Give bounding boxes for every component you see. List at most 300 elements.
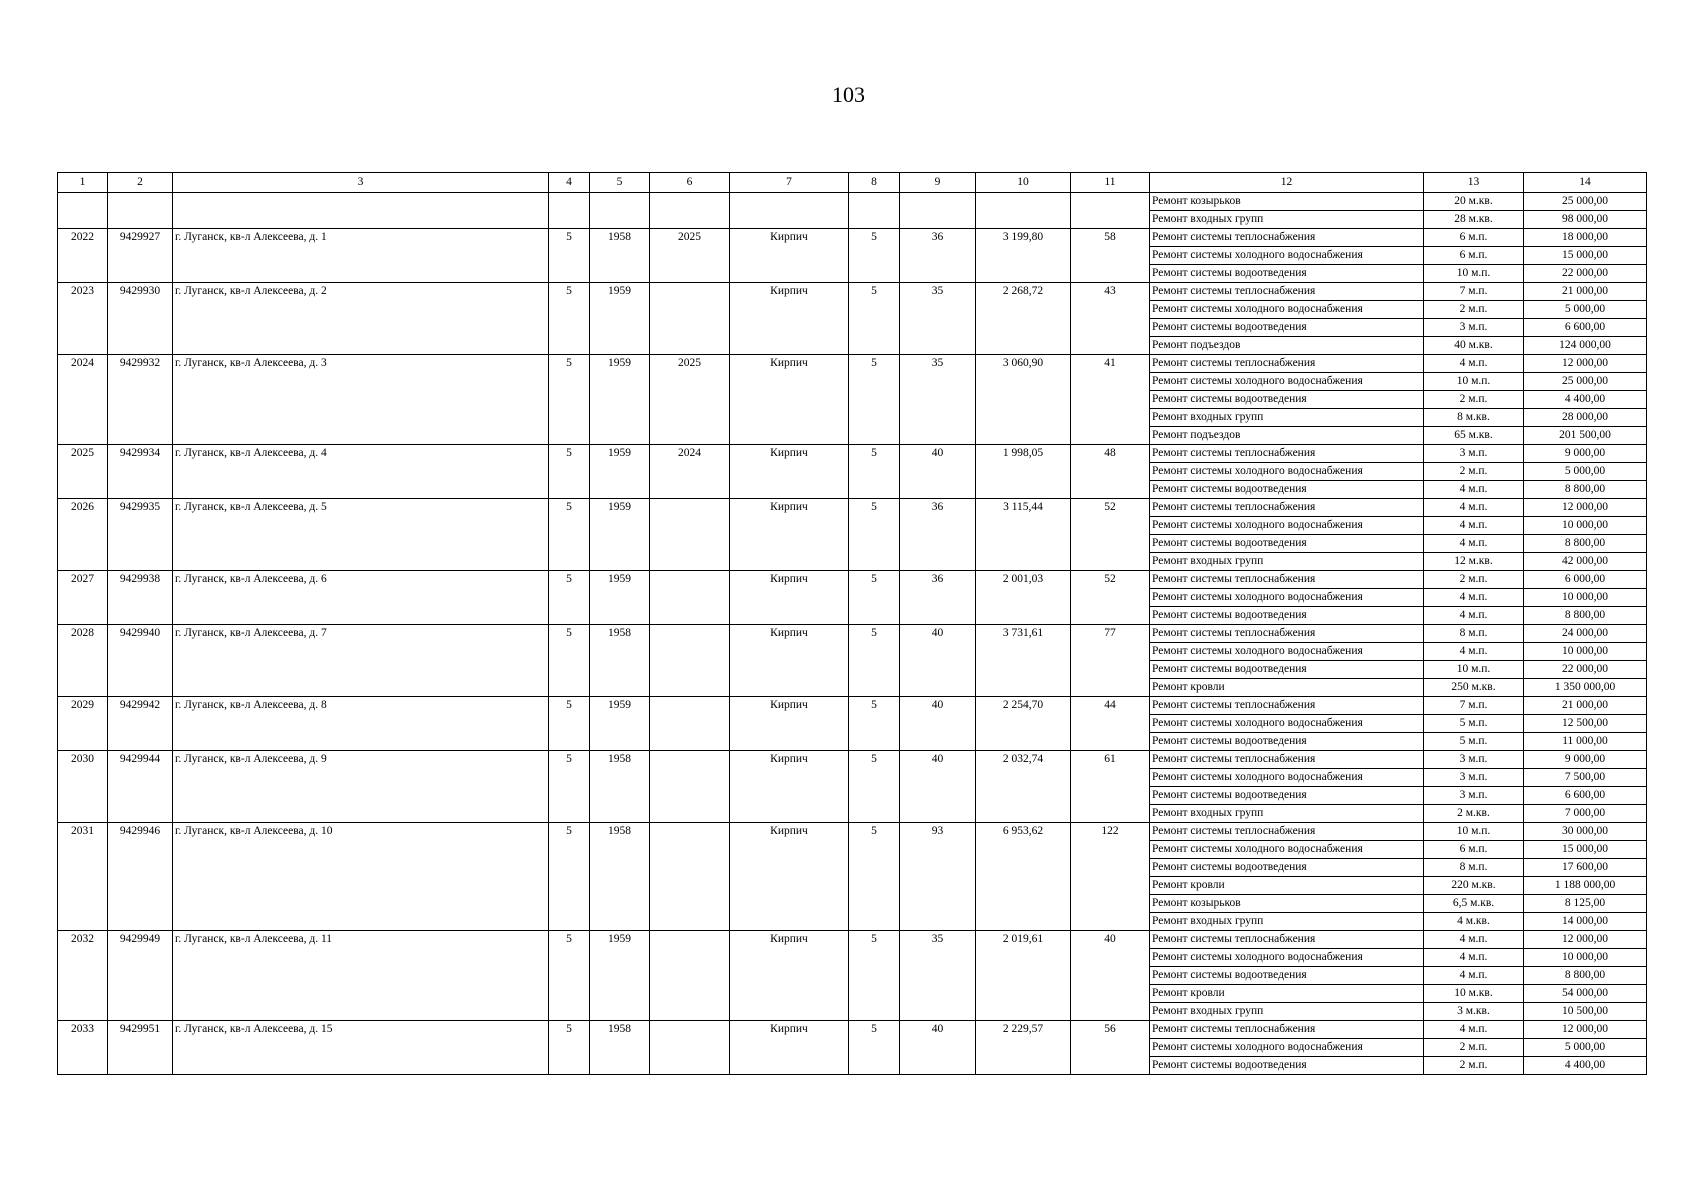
table-row <box>58 1021 1647 1039</box>
work-volume-cell: 4 м.п. <box>1424 481 1524 499</box>
column-11-cell: 122 <box>1071 823 1150 931</box>
column-6-cell <box>650 931 730 1021</box>
column-9-cell: 40 <box>900 445 976 499</box>
column-header-2: 2 <box>108 173 173 193</box>
work-volume-cell: 4 м.п. <box>1424 499 1524 517</box>
work-cost-cell: 9 000,00 <box>1524 445 1647 463</box>
address-cell: г. Луганск, кв-л Алексеева, д. 8 <box>173 697 549 751</box>
year-built-cell: 1958 <box>590 625 650 697</box>
work-volume-cell: 3 м.п. <box>1424 751 1524 769</box>
work-cost-cell: 8 800,00 <box>1524 481 1647 499</box>
work-cost-cell: 30 000,00 <box>1524 823 1647 841</box>
address-cell: г. Луганск, кв-л Алексеева, д. 10 <box>173 823 549 931</box>
floors-cell: 5 <box>849 499 900 571</box>
work-cost-cell: 42 000,00 <box>1524 553 1647 571</box>
building-code-cell: 9429951 <box>108 1021 173 1075</box>
year-built-cell: 1959 <box>590 697 650 751</box>
column-4-cell: 5 <box>549 283 590 355</box>
table-row <box>58 355 1647 373</box>
work-volume-cell: 40 м.кв. <box>1424 337 1524 355</box>
floors-cell: 5 <box>849 1021 900 1075</box>
work-type-cell: Ремонт системы холодного водоснабжения <box>1150 463 1424 481</box>
work-volume-cell: 2 м.п. <box>1424 571 1524 589</box>
wall-material-cell: Кирпич <box>730 283 849 355</box>
floors-cell: 5 <box>849 697 900 751</box>
area-cell: 2 254,70 <box>976 697 1071 751</box>
address-cell: г. Луганск, кв-л Алексеева, д. 7 <box>173 625 549 697</box>
work-cost-cell: 22 000,00 <box>1524 265 1647 283</box>
column-header-1: 1 <box>58 173 108 193</box>
table-row <box>58 625 1647 643</box>
column-header-9: 9 <box>900 173 976 193</box>
work-type-cell: Ремонт системы холодного водоснабжения <box>1150 949 1424 967</box>
work-volume-cell: 10 м.кв. <box>1424 985 1524 1003</box>
column-9-cell: 40 <box>900 751 976 823</box>
work-type-cell: Ремонт входных групп <box>1150 553 1424 571</box>
work-volume-cell: 7 м.п. <box>1424 283 1524 301</box>
work-type-cell: Ремонт системы холодного водоснабжения <box>1150 715 1424 733</box>
wall-material-cell: Кирпич <box>730 931 849 1021</box>
wall-material-cell: Кирпич <box>730 1021 849 1075</box>
column-6-cell <box>650 625 730 697</box>
work-type-cell: Ремонт системы водоотведения <box>1150 787 1424 805</box>
year-built-cell: 1959 <box>590 931 650 1021</box>
row-number-cell: 2032 <box>58 931 108 1021</box>
work-type-cell: Ремонт системы холодного водоснабжения <box>1150 841 1424 859</box>
empty-cell <box>650 193 730 229</box>
empty-cell <box>900 193 976 229</box>
column-11-cell: 44 <box>1071 697 1150 751</box>
work-cost-cell: 21 000,00 <box>1524 697 1647 715</box>
work-type-cell: Ремонт кровли <box>1150 679 1424 697</box>
table-row <box>58 571 1647 589</box>
building-code-cell: 9429934 <box>108 445 173 499</box>
work-type-cell: Ремонт системы холодного водоснабжения <box>1150 373 1424 391</box>
column-header-6: 6 <box>650 173 730 193</box>
work-type-cell: Ремонт входных групп <box>1150 211 1424 229</box>
table-body <box>58 193 1647 1075</box>
column-header-14: 14 <box>1524 173 1647 193</box>
work-cost-cell: 14 000,00 <box>1524 913 1647 931</box>
empty-cell <box>58 193 108 229</box>
work-cost-cell: 25 000,00 <box>1524 193 1647 211</box>
column-11-cell: 52 <box>1071 499 1150 571</box>
year-built-cell: 1959 <box>590 499 650 571</box>
floors-cell: 5 <box>849 283 900 355</box>
column-9-cell: 35 <box>900 283 976 355</box>
year-built-cell: 1959 <box>590 445 650 499</box>
column-4-cell: 5 <box>549 625 590 697</box>
table-row <box>58 229 1647 247</box>
address-cell: г. Луганск, кв-л Алексеева, д. 15 <box>173 1021 549 1075</box>
work-cost-cell: 6 600,00 <box>1524 787 1647 805</box>
work-type-cell: Ремонт входных групп <box>1150 1003 1424 1021</box>
work-type-cell: Ремонт козырьков <box>1150 895 1424 913</box>
column-6-cell <box>650 823 730 931</box>
work-type-cell: Ремонт подъездов <box>1150 337 1424 355</box>
row-number-cell: 2031 <box>58 823 108 931</box>
column-number-header-row <box>58 173 1647 193</box>
column-9-cell: 36 <box>900 499 976 571</box>
work-cost-cell: 10 000,00 <box>1524 949 1647 967</box>
work-cost-cell: 12 000,00 <box>1524 1021 1647 1039</box>
column-11-cell: 61 <box>1071 751 1150 823</box>
work-volume-cell: 4 м.п. <box>1424 355 1524 373</box>
column-6-cell <box>650 697 730 751</box>
column-11-cell: 56 <box>1071 1021 1150 1075</box>
column-9-cell: 93 <box>900 823 976 931</box>
address-cell: г. Луганск, кв-л Алексеева, д. 5 <box>173 499 549 571</box>
work-type-cell: Ремонт системы водоотведения <box>1150 967 1424 985</box>
address-cell: г. Луганск, кв-л Алексеева, д. 2 <box>173 283 549 355</box>
column-4-cell: 5 <box>549 499 590 571</box>
column-4-cell: 5 <box>549 823 590 931</box>
work-cost-cell: 15 000,00 <box>1524 247 1647 265</box>
row-number-cell: 2023 <box>58 283 108 355</box>
work-type-cell: Ремонт козырьков <box>1150 193 1424 211</box>
housing-repair-table <box>57 172 1647 1075</box>
building-code-cell: 9429938 <box>108 571 173 625</box>
work-volume-cell: 10 м.п. <box>1424 661 1524 679</box>
building-code-cell: 9429930 <box>108 283 173 355</box>
work-type-cell: Ремонт системы холодного водоснабжения <box>1150 589 1424 607</box>
row-number-cell: 2025 <box>58 445 108 499</box>
work-volume-cell: 5 м.п. <box>1424 715 1524 733</box>
address-cell: г. Луганск, кв-л Алексеева, д. 1 <box>173 229 549 283</box>
work-type-cell: Ремонт системы теплоснабжения <box>1150 1021 1424 1039</box>
building-code-cell: 9429949 <box>108 931 173 1021</box>
work-cost-cell: 8 125,00 <box>1524 895 1647 913</box>
work-type-cell: Ремонт системы холодного водоснабжения <box>1150 769 1424 787</box>
continuation-row <box>58 193 1647 211</box>
work-volume-cell: 4 м.п. <box>1424 949 1524 967</box>
work-volume-cell: 2 м.кв. <box>1424 805 1524 823</box>
work-cost-cell: 10 000,00 <box>1524 643 1647 661</box>
wall-material-cell: Кирпич <box>730 697 849 751</box>
work-type-cell: Ремонт системы водоотведения <box>1150 859 1424 877</box>
work-cost-cell: 28 000,00 <box>1524 409 1647 427</box>
work-volume-cell: 6,5 м.кв. <box>1424 895 1524 913</box>
table-row <box>58 445 1647 463</box>
work-volume-cell: 8 м.п. <box>1424 625 1524 643</box>
work-volume-cell: 4 м.п. <box>1424 643 1524 661</box>
table-row <box>58 283 1647 301</box>
work-volume-cell: 12 м.кв. <box>1424 553 1524 571</box>
work-cost-cell: 201 500,00 <box>1524 427 1647 445</box>
column-11-cell: 48 <box>1071 445 1150 499</box>
row-number-cell: 2028 <box>58 625 108 697</box>
work-type-cell: Ремонт системы водоотведения <box>1150 481 1424 499</box>
area-cell: 1 998,05 <box>976 445 1071 499</box>
wall-material-cell: Кирпич <box>730 625 849 697</box>
area-cell: 3 060,90 <box>976 355 1071 445</box>
work-cost-cell: 10 000,00 <box>1524 517 1647 535</box>
column-11-cell: 41 <box>1071 355 1150 445</box>
work-cost-cell: 4 400,00 <box>1524 391 1647 409</box>
column-6-cell <box>650 1021 730 1075</box>
floors-cell: 5 <box>849 625 900 697</box>
area-cell: 2 001,03 <box>976 571 1071 625</box>
work-volume-cell: 4 м.п. <box>1424 517 1524 535</box>
column-header-11: 11 <box>1071 173 1150 193</box>
work-volume-cell: 10 м.п. <box>1424 823 1524 841</box>
work-cost-cell: 12 000,00 <box>1524 355 1647 373</box>
address-cell: г. Луганск, кв-л Алексеева, д. 6 <box>173 571 549 625</box>
column-4-cell: 5 <box>549 571 590 625</box>
work-volume-cell: 4 м.п. <box>1424 931 1524 949</box>
work-volume-cell: 8 м.кв. <box>1424 409 1524 427</box>
work-cost-cell: 8 800,00 <box>1524 535 1647 553</box>
work-type-cell: Ремонт входных групп <box>1150 913 1424 931</box>
building-code-cell: 9429946 <box>108 823 173 931</box>
work-volume-cell: 8 м.п. <box>1424 859 1524 877</box>
work-volume-cell: 28 м.кв. <box>1424 211 1524 229</box>
work-cost-cell: 6 600,00 <box>1524 319 1647 337</box>
work-cost-cell: 1 350 000,00 <box>1524 679 1647 697</box>
year-built-cell: 1959 <box>590 283 650 355</box>
table-row <box>58 499 1647 517</box>
work-type-cell: Ремонт системы теплоснабжения <box>1150 229 1424 247</box>
work-type-cell: Ремонт системы водоотведения <box>1150 391 1424 409</box>
year-built-cell: 1958 <box>590 823 650 931</box>
year-built-cell: 1958 <box>590 1021 650 1075</box>
empty-cell <box>849 193 900 229</box>
floors-cell: 5 <box>849 445 900 499</box>
work-volume-cell: 65 м.кв. <box>1424 427 1524 445</box>
work-volume-cell: 4 м.п. <box>1424 967 1524 985</box>
work-type-cell: Ремонт входных групп <box>1150 805 1424 823</box>
work-volume-cell: 6 м.п. <box>1424 247 1524 265</box>
empty-cell <box>730 193 849 229</box>
year-built-cell: 1958 <box>590 751 650 823</box>
row-number-cell: 2033 <box>58 1021 108 1075</box>
empty-cell <box>549 193 590 229</box>
work-cost-cell: 15 000,00 <box>1524 841 1647 859</box>
work-cost-cell: 54 000,00 <box>1524 985 1647 1003</box>
work-type-cell: Ремонт системы водоотведения <box>1150 607 1424 625</box>
wall-material-cell: Кирпич <box>730 571 849 625</box>
column-9-cell: 40 <box>900 625 976 697</box>
address-cell: г. Луганск, кв-л Алексеева, д. 3 <box>173 355 549 445</box>
column-4-cell: 5 <box>549 229 590 283</box>
column-6-cell <box>650 751 730 823</box>
empty-cell <box>976 193 1071 229</box>
building-code-cell: 9429935 <box>108 499 173 571</box>
year-built-cell: 1959 <box>590 355 650 445</box>
work-cost-cell: 6 000,00 <box>1524 571 1647 589</box>
work-type-cell: Ремонт системы водоотведения <box>1150 535 1424 553</box>
column-6-cell: 2024 <box>650 445 730 499</box>
floors-cell: 5 <box>849 751 900 823</box>
year-built-cell: 1959 <box>590 571 650 625</box>
work-volume-cell: 10 м.п. <box>1424 373 1524 391</box>
area-cell: 3 115,44 <box>976 499 1071 571</box>
work-volume-cell: 2 м.п. <box>1424 1039 1524 1057</box>
column-header-8: 8 <box>849 173 900 193</box>
column-11-cell: 77 <box>1071 625 1150 697</box>
address-cell: г. Луганск, кв-л Алексеева, д. 9 <box>173 751 549 823</box>
area-cell: 2 019,61 <box>976 931 1071 1021</box>
work-type-cell: Ремонт системы теплоснабжения <box>1150 283 1424 301</box>
column-header-4: 4 <box>549 173 590 193</box>
table-row <box>58 751 1647 769</box>
work-volume-cell: 3 м.п. <box>1424 769 1524 787</box>
area-cell: 2 229,57 <box>976 1021 1071 1075</box>
building-code-cell: 9429927 <box>108 229 173 283</box>
floors-cell: 5 <box>849 931 900 1021</box>
column-9-cell: 36 <box>900 571 976 625</box>
area-cell: 3 199,80 <box>976 229 1071 283</box>
work-type-cell: Ремонт системы теплоснабжения <box>1150 751 1424 769</box>
column-4-cell: 5 <box>549 1021 590 1075</box>
wall-material-cell: Кирпич <box>730 823 849 931</box>
row-number-cell: 2026 <box>58 499 108 571</box>
work-cost-cell: 10 500,00 <box>1524 1003 1647 1021</box>
building-code-cell: 9429932 <box>108 355 173 445</box>
work-volume-cell: 4 м.п. <box>1424 1021 1524 1039</box>
work-cost-cell: 8 800,00 <box>1524 967 1647 985</box>
work-type-cell: Ремонт системы теплоснабжения <box>1150 499 1424 517</box>
work-type-cell: Ремонт кровли <box>1150 985 1424 1003</box>
work-cost-cell: 12 000,00 <box>1524 931 1647 949</box>
work-cost-cell: 18 000,00 <box>1524 229 1647 247</box>
work-type-cell: Ремонт системы холодного водоснабжения <box>1150 517 1424 535</box>
work-volume-cell: 3 м.кв. <box>1424 1003 1524 1021</box>
wall-material-cell: Кирпич <box>730 355 849 445</box>
floors-cell: 5 <box>849 823 900 931</box>
work-cost-cell: 4 400,00 <box>1524 1057 1647 1075</box>
column-11-cell: 43 <box>1071 283 1150 355</box>
wall-material-cell: Кирпич <box>730 445 849 499</box>
work-type-cell: Ремонт системы холодного водоснабжения <box>1150 643 1424 661</box>
work-type-cell: Ремонт системы теплоснабжения <box>1150 445 1424 463</box>
work-cost-cell: 12 000,00 <box>1524 499 1647 517</box>
work-volume-cell: 2 м.п. <box>1424 463 1524 481</box>
area-cell: 2 268,72 <box>976 283 1071 355</box>
column-11-cell: 40 <box>1071 931 1150 1021</box>
work-cost-cell: 8 800,00 <box>1524 607 1647 625</box>
year-built-cell: 1958 <box>590 229 650 283</box>
work-type-cell: Ремонт системы водоотведения <box>1150 265 1424 283</box>
work-cost-cell: 98 000,00 <box>1524 211 1647 229</box>
work-volume-cell: 220 м.кв. <box>1424 877 1524 895</box>
column-4-cell: 5 <box>549 355 590 445</box>
work-type-cell: Ремонт системы холодного водоснабжения <box>1150 301 1424 319</box>
building-code-cell: 9429944 <box>108 751 173 823</box>
column-9-cell: 40 <box>900 697 976 751</box>
work-cost-cell: 11 000,00 <box>1524 733 1647 751</box>
table-row <box>58 823 1647 841</box>
work-volume-cell: 6 м.п. <box>1424 229 1524 247</box>
work-volume-cell: 2 м.п. <box>1424 1057 1524 1075</box>
work-volume-cell: 2 м.п. <box>1424 391 1524 409</box>
work-volume-cell: 2 м.п. <box>1424 301 1524 319</box>
column-4-cell: 5 <box>549 751 590 823</box>
work-type-cell: Ремонт системы теплоснабжения <box>1150 931 1424 949</box>
work-volume-cell: 7 м.п. <box>1424 697 1524 715</box>
work-cost-cell: 124 000,00 <box>1524 337 1647 355</box>
work-type-cell: Ремонт системы водоотведения <box>1150 661 1424 679</box>
empty-cell <box>173 193 549 229</box>
column-9-cell: 40 <box>900 1021 976 1075</box>
work-type-cell: Ремонт подъездов <box>1150 427 1424 445</box>
work-cost-cell: 5 000,00 <box>1524 463 1647 481</box>
work-volume-cell: 250 м.кв. <box>1424 679 1524 697</box>
floors-cell: 5 <box>849 355 900 445</box>
work-volume-cell: 6 м.п. <box>1424 841 1524 859</box>
area-cell: 2 032,74 <box>976 751 1071 823</box>
work-type-cell: Ремонт системы холодного водоснабжения <box>1150 1039 1424 1057</box>
column-4-cell: 5 <box>549 445 590 499</box>
work-type-cell: Ремонт системы водоотведения <box>1150 1057 1424 1075</box>
work-cost-cell: 5 000,00 <box>1524 301 1647 319</box>
work-cost-cell: 21 000,00 <box>1524 283 1647 301</box>
wall-material-cell: Кирпич <box>730 499 849 571</box>
work-cost-cell: 9 000,00 <box>1524 751 1647 769</box>
column-header-7: 7 <box>730 173 849 193</box>
work-volume-cell: 4 м.п. <box>1424 589 1524 607</box>
column-11-cell: 52 <box>1071 571 1150 625</box>
column-6-cell: 2025 <box>650 229 730 283</box>
work-cost-cell: 24 000,00 <box>1524 625 1647 643</box>
work-cost-cell: 17 600,00 <box>1524 859 1647 877</box>
building-code-cell: 9429940 <box>108 625 173 697</box>
work-type-cell: Ремонт системы теплоснабжения <box>1150 697 1424 715</box>
column-header-3: 3 <box>173 173 549 193</box>
work-cost-cell: 12 500,00 <box>1524 715 1647 733</box>
work-type-cell: Ремонт входных групп <box>1150 409 1424 427</box>
work-volume-cell: 3 м.п. <box>1424 319 1524 337</box>
row-number-cell: 2022 <box>58 229 108 283</box>
work-cost-cell: 10 000,00 <box>1524 589 1647 607</box>
work-type-cell: Ремонт системы холодного водоснабжения <box>1150 247 1424 265</box>
work-type-cell: Ремонт кровли <box>1150 877 1424 895</box>
column-6-cell: 2025 <box>650 355 730 445</box>
wall-material-cell: Кирпич <box>730 751 849 823</box>
work-cost-cell: 22 000,00 <box>1524 661 1647 679</box>
column-9-cell: 36 <box>900 229 976 283</box>
column-9-cell: 35 <box>900 931 976 1021</box>
work-volume-cell: 3 м.п. <box>1424 445 1524 463</box>
column-header-13: 13 <box>1424 173 1524 193</box>
work-cost-cell: 5 000,00 <box>1524 1039 1647 1057</box>
floors-cell: 5 <box>849 571 900 625</box>
work-volume-cell: 4 м.п. <box>1424 535 1524 553</box>
row-number-cell: 2029 <box>58 697 108 751</box>
table-row <box>58 931 1647 949</box>
work-cost-cell: 25 000,00 <box>1524 373 1647 391</box>
column-6-cell <box>650 283 730 355</box>
empty-cell <box>590 193 650 229</box>
work-volume-cell: 4 м.п. <box>1424 607 1524 625</box>
column-9-cell: 35 <box>900 355 976 445</box>
floors-cell: 5 <box>849 229 900 283</box>
column-4-cell: 5 <box>549 931 590 1021</box>
address-cell: г. Луганск, кв-л Алексеева, д. 4 <box>173 445 549 499</box>
area-cell: 3 731,61 <box>976 625 1071 697</box>
row-number-cell: 2030 <box>58 751 108 823</box>
table-row <box>58 697 1647 715</box>
row-number-cell: 2027 <box>58 571 108 625</box>
empty-cell <box>1071 193 1150 229</box>
work-type-cell: Ремонт системы теплоснабжения <box>1150 355 1424 373</box>
area-cell: 6 953,62 <box>976 823 1071 931</box>
work-type-cell: Ремонт системы водоотведения <box>1150 733 1424 751</box>
work-cost-cell: 1 188 000,00 <box>1524 877 1647 895</box>
column-6-cell <box>650 499 730 571</box>
wall-material-cell: Кирпич <box>730 229 849 283</box>
work-volume-cell: 4 м.кв. <box>1424 913 1524 931</box>
